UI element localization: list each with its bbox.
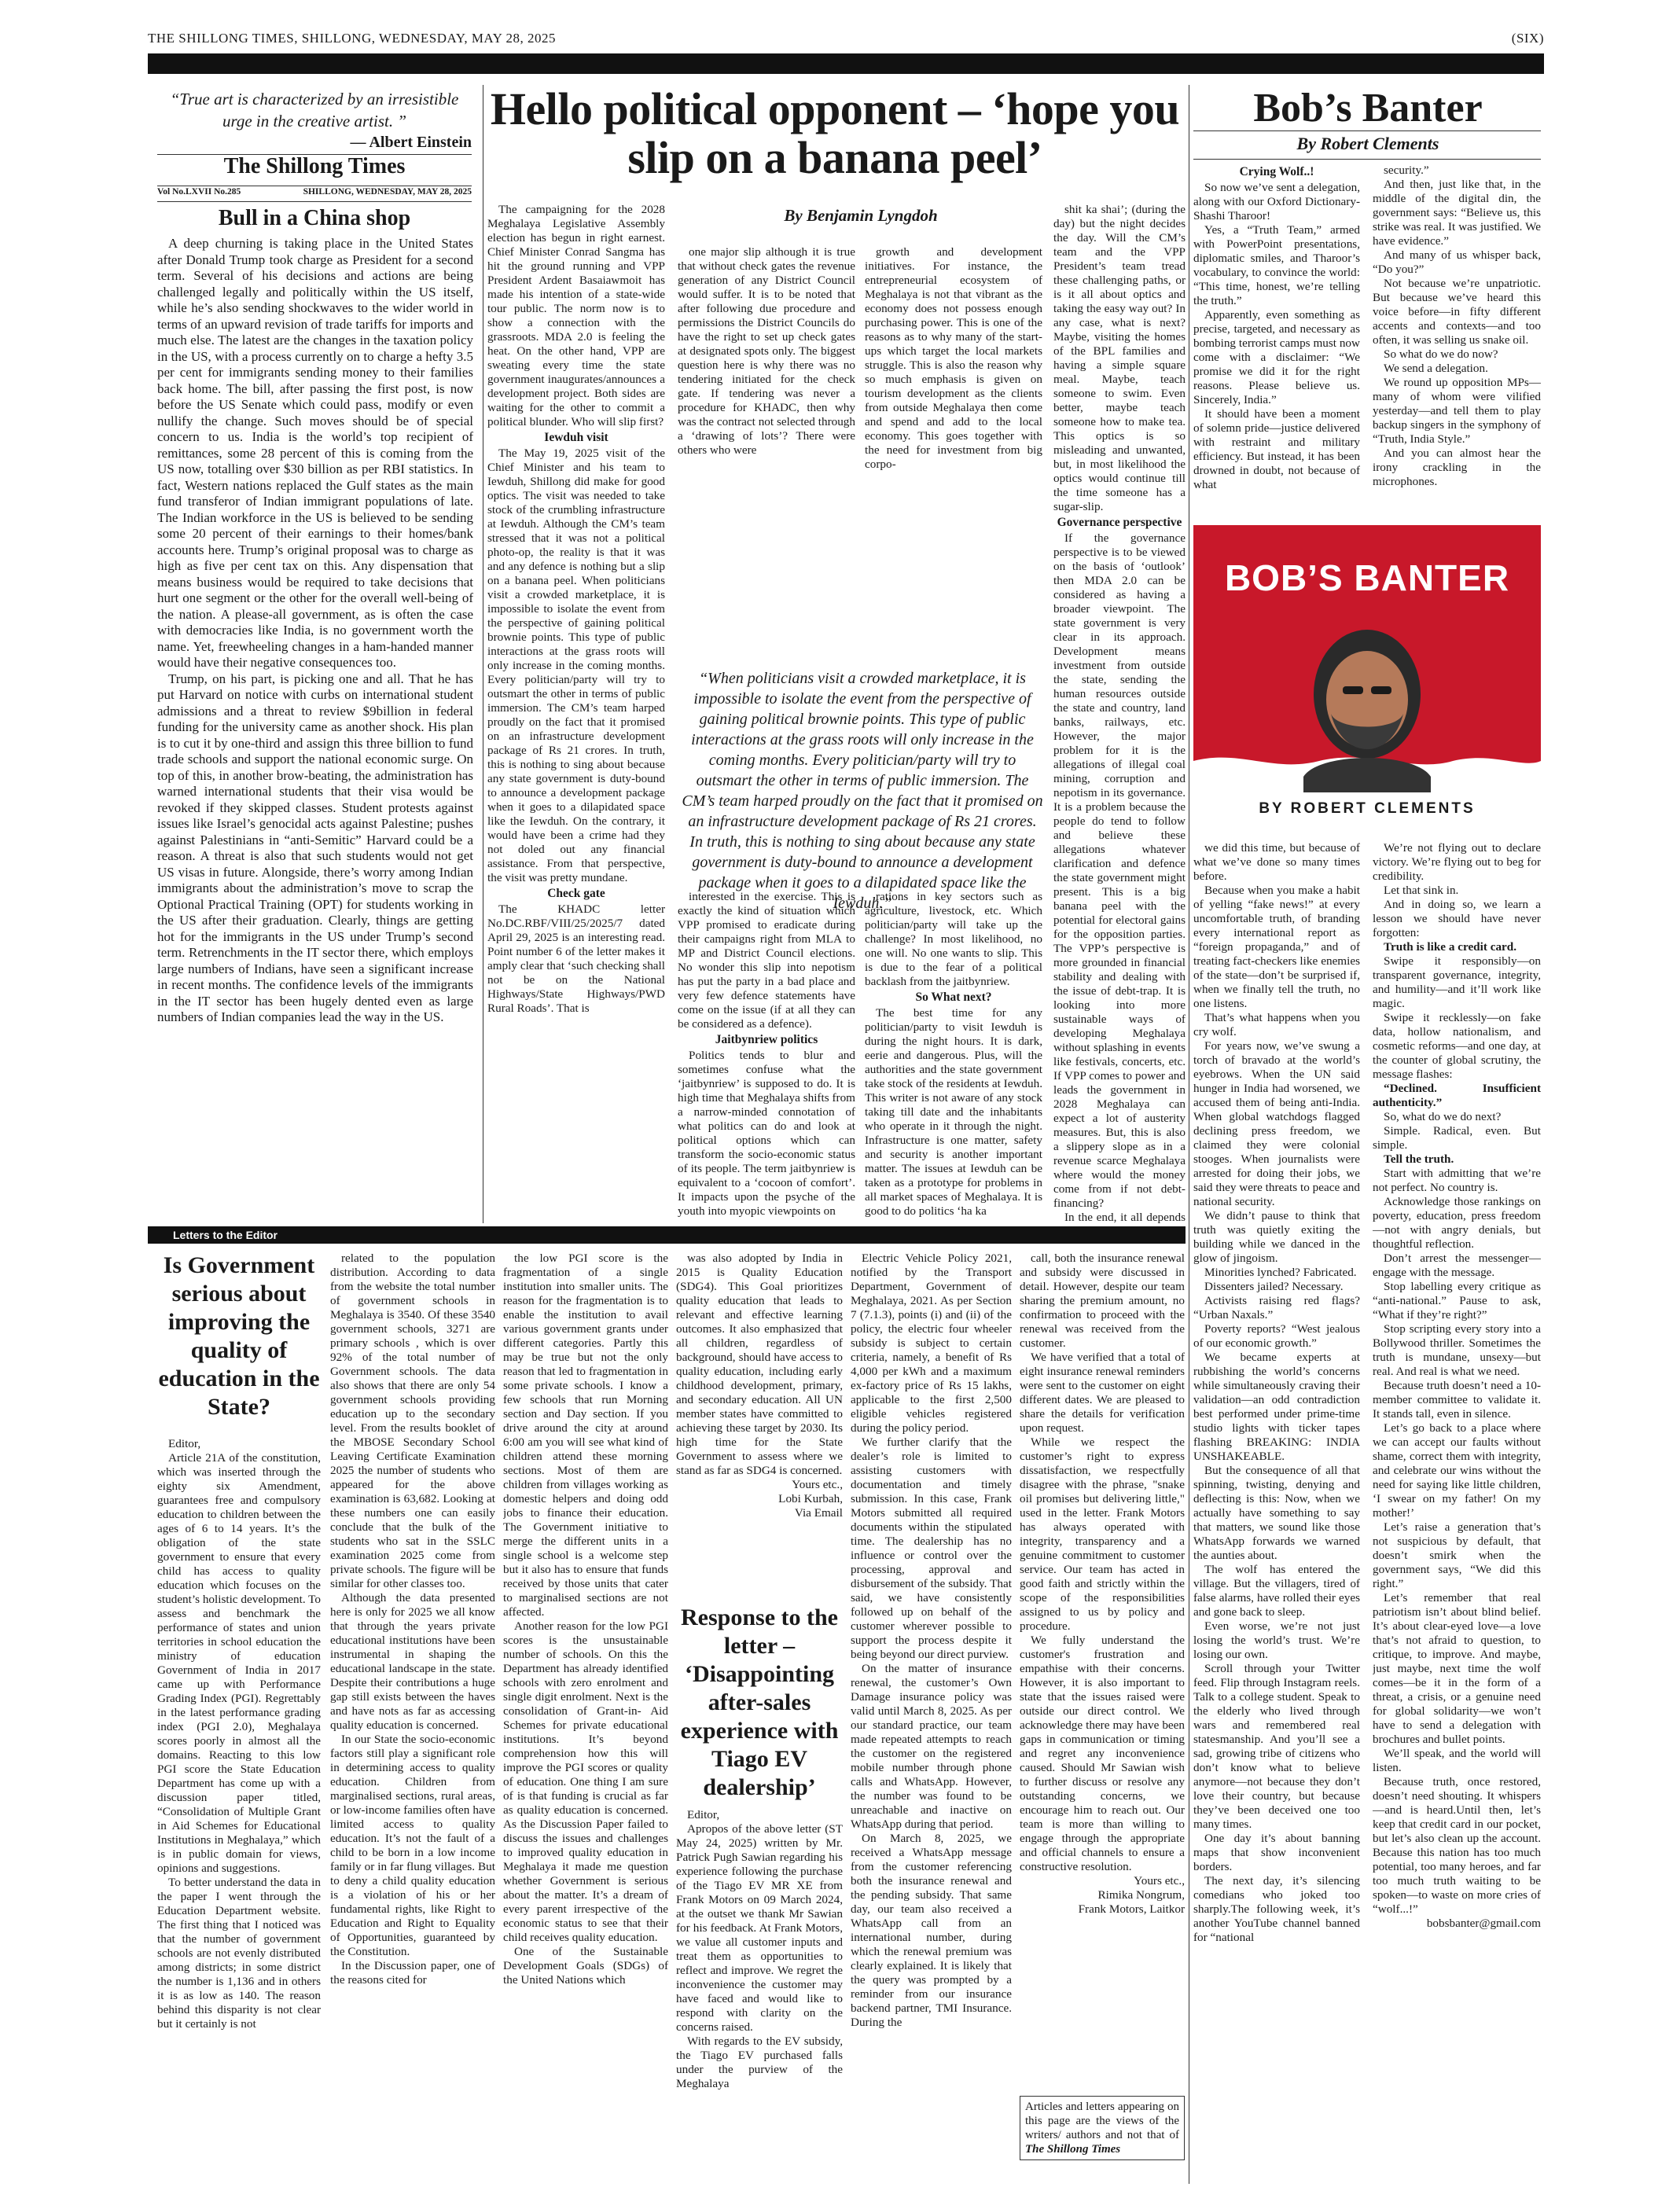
paragraph: rations in key sectors such as agriculture, livestock, etc. Which politician/party will take up the challenge? In most likelihood, no one will. No one wants to slip. This is due to the fear of a political backlash from the jaitbynriew. xyxy=(865,890,1042,988)
paragraph: The May 19, 2025 visit of the Chief Minister and his team to Iewduh, Shillong did make for good optics. The visit was needed to take stock of the crumbling infrastructure at Iewduh. Although the CM’s team stressed that it was not a political photo-op, the reality is that it was and any defence is nothing but a slip on a banana peel. When politicians visit a crowded marketplace, it is impossible to isolate the event from the perspective of gaining political brownie points. This type of public interactions at the grass roots will only increase in the coming months. Every politician/party will try to outsmart the other in terms of public immersion. The CM’s team harped proudly on the fact that it promised on an infrastructure development package of Rs 21 crores. In truth, this is nothing to sing about because any state government is duty-bound to announce a development package when it goes to a dilapidated space like the Iewduh. On the contrary, it would have been a crime had they not doled out any financial assistance. From that perspective, the visit was pretty mundane. xyxy=(487,447,665,884)
masthead-quote: “True art is characterized by an irresistible urge in the creative artist. ” xyxy=(170,90,459,130)
paragraph: One of the Sustainable Development Goals (SDGs) of the United Nations which xyxy=(503,1945,668,1987)
letter-signature-line: Lobi Kurbah, xyxy=(778,1492,843,1505)
paragraph: With regards to the EV subsidy, the Tiago EV purchased falls under the purview of the Meghalaya xyxy=(676,2034,843,2090)
running-head-left: THE SHILLONG TIMES, SHILLONG, WEDNESDAY, MAY 28, 2025 xyxy=(148,31,557,46)
letter-signature-line: Yours etc., xyxy=(792,1478,843,1491)
masthead-title: The Shillong Times xyxy=(223,154,406,178)
paragraph: Stop scripting every story into a Bollywood thriller. Sometimes the truth is mundane, unsexy—but real. And real is what we need. xyxy=(1373,1322,1541,1378)
paragraph: Because truth, once restored, doesn’t need shouting. It whispers—and is heard.Until then, let’s keep that credit card in our pocket, but let’s also clean up the account. Because this nation has too much potential, too many heroes, and far too much truth waiting to be spoken—to waste on more cries of “wolf...!” xyxy=(1373,1775,1541,1916)
disclaimer-box xyxy=(1020,2096,1185,2160)
bold-paragraph: Tell the truth. xyxy=(1384,1152,1454,1166)
paragraph: So, what do we do next? xyxy=(1384,1110,1502,1123)
letter-1-column-1 xyxy=(157,1437,321,2184)
pull-quote: “When politicians visit a crowded marketplace, it is impossible to isolate the event from the perspective of gaining political brownie points. This type of public interactions at the grass roots will only increase in the coming months. Every politician/party will try to outsmart the other in terms of public immersion. The CM’s team harped proudly on the fact that it promised on an infrastructure development package of Rs 21 crores. In truth, this is nothing to sing about because any state government is duty-bound to announce a development package when it goes to a dilapidated space like the Iewduh.” xyxy=(682,670,1043,912)
bobs-banter-byline: By Robert Clements xyxy=(1296,134,1439,153)
disclaimer-paper-name: The Shillong Times xyxy=(1025,2143,1121,2156)
paragraph: And you can almost hear the irony crackling in the microphones. xyxy=(1373,447,1541,488)
paragraph: Apropos of the above letter (ST May 24, 2025) written by Mr. Patrick Pugh Sawian regarding his experience following the purchase of the Tiago EV MR XE from Frank Motors on 09 March 2024, at the outset we thank Mr Sawian for his feedback. At Frank Motors, we value all customer inputs and treat them as opportunities to reflect and improve. We regret the inconvenience the customer may have faced and would like to respond with clarity on the concerns raised. xyxy=(676,1822,843,2034)
paragraph: Not because we’re unpatriotic. But because we’ve heard this voice before—in fifty different accents and contexts—and too often, it was selling us snake oil. xyxy=(1373,277,1541,347)
paragraph: In the end, it all depends xyxy=(1064,1211,1186,1224)
paragraph: one major slip although it is true that without check gates the revenue generation of any District Council would suffer. It is to be noted that after following due procedure and permissions the District Councils do have the right to set up check gates at designated spots only. The biggest question here is why there was no tendering initiated for the check gate. If tendering was never a procedure for KHADC, then why was the contract not selected through a ‘drawing of lots’? There were others who were xyxy=(678,245,855,457)
article-column-1 xyxy=(487,203,665,1225)
paragraph: Because truth doesn’t need a 10-member committee to validate it. It stands tall, even in silence. xyxy=(1373,1379,1541,1421)
bold-paragraph: Truth is like a credit card. xyxy=(1384,940,1517,954)
paragraph: Although the data presented here is only for 2025 we all know that through the years private educational institutions have been instrumental in shaping the educational landscape in the state. Despite their contributions a huge gap still exists between the haves and have nots as far as accessing quality education is concerned. xyxy=(330,1591,495,1732)
subheading: Jaitbynriew politics xyxy=(715,1033,818,1046)
letter-signature-line: Rimika Nongrum, xyxy=(1097,1888,1185,1902)
paragraph: But the consequence of all that spinning, twisting, denying and deflecting is this: Now, when we actually have something to say that matters, we sound like those WhatsApp forwards we warned the aunties about. xyxy=(1193,1464,1360,1562)
paragraph: And many of us whisper back, “Do you?” xyxy=(1373,248,1541,276)
paragraph: One day it’s about banning maps that show inconvenient borders. xyxy=(1193,1832,1360,1873)
banner-title: BOB’S BANTER xyxy=(1224,557,1510,598)
running-head xyxy=(148,27,1544,50)
paragraph: To better understand the data in the paper I went through the Education Department website. The first thing that I noticed was that the number of government schools are not evenly distributed among districts; in some district the number is 1,136 and in others it is as low as 140. The reason behind this disparity is not clear but it certainly is not xyxy=(157,1876,321,2031)
banter-column-2-bottom xyxy=(1373,841,1541,2181)
paragraph: interested in the exercise. This is exactly the kind of situation which VPP promised to eradicate during their campaigns right from MLA to MP and District Council elections. No wonder this slip into nepotism has put the party in a bad place and very few defence statements have come on the issue (if at all they can be considered as a defence). xyxy=(678,890,855,1031)
paragraph: Yes, a “Truth Team,” armed with PowerPoint presentations, diplomatic smiles, and Tharoor’s vocabulary, to convince the world: “This time, honest, we’re telling the truth.” xyxy=(1193,223,1360,307)
subheading: Crying Wolf..! xyxy=(1239,165,1314,178)
masthead-meta xyxy=(157,187,472,197)
letter-2-column-2 xyxy=(851,1252,1012,2184)
paragraph: On March 8, 2025, we received a WhatsApp message from the customer referencing both the insurance renewal and the pending subsidy. That same day, our team also received a WhatsApp call from an international number, during which the renewal premium was clearly explained. It is likely that the query was prompted by a reminder from our insurance backend partner, TMI Insurance. During the xyxy=(851,1832,1012,2029)
paragraph: we did this time, but because of what we’ve done so many times before. xyxy=(1193,841,1360,883)
paragraph: So now we’ve sent a delegation, along with our Oxford Dictionary-Shashi Tharoor! xyxy=(1193,181,1360,222)
paragraph: Apparently, even something as precise, targeted, and necessary as bombing terrorist camps must now come with a disclaimer: “We promise we did it for the right reasons. Please believe us. Sincerely, India.” xyxy=(1193,308,1360,406)
letter-2-headline: Response to the letter – ‘Disappointing after-sales experience with Tiago EV dealership’ xyxy=(680,1604,839,1800)
paragraph: Because when you make a habit of yelling “fake news!” at every uncomfortable truth, of branding every international report as “foreign propaganda,” and of treating fact-checkers like enemies of the state—don’t be surprised if, when we finally tell the truth, no one listens. xyxy=(1193,884,1360,1010)
subheading: Check gate xyxy=(547,887,605,900)
subheading: Governance perspective xyxy=(1057,516,1182,529)
paragraph: Editor, xyxy=(168,1437,201,1450)
paragraph: Editor, xyxy=(687,1808,720,1821)
top-black-bar xyxy=(148,53,1544,74)
paragraph: While we respect the customer’s right to express dissatisfaction, we respectfully disagree with the phrase, "snake oil promises but delivering little," used in the letter. Frank Motors has always operated with integrity, transparency and a genuine commitment to customer service. Our team has acted in good faith and strictly within the scope of the responsibilities assigned to us by policy and procedure. xyxy=(1020,1435,1185,1633)
paragraph: Swipe it recklessly—on fake data, hollow nationalism, and cosmetic reforms—and one day, at the counter of global scrutiny, the message flashes: xyxy=(1373,1011,1541,1081)
banter-column-1-top xyxy=(1193,164,1360,521)
paragraph: Start with admitting that we’re not perfect. No country is. xyxy=(1373,1167,1541,1194)
paragraph: On the matter of insurance renewal, the customer’s Own Damage insurance policy was valid until March 8, 2025. As per our standard practice, our team made repeated attempts to reach the customer on the registered mobile number through phone calls and WhatsApp. However, the number was found to be unreachable and inactive on WhatsApp during that period. xyxy=(851,1662,1012,1831)
paragraph: And then, just like that, in the middle of the digital din, the government says: “Believe us, this strike was real. It was justified. We have evidence.” xyxy=(1373,178,1541,248)
letter-2-column-1 xyxy=(676,1808,843,2184)
banter-column-1-bottom xyxy=(1193,841,1360,2181)
paragraph: Simple. Radical, even. But simple. xyxy=(1373,1124,1541,1152)
subheading: So What next? xyxy=(915,991,992,1004)
masthead-quote-author: — Albert Einstein xyxy=(350,134,472,151)
editorial-title: Bull in a China shop xyxy=(218,206,411,230)
paragraph: We fully understand the customer's frustration and empathise with their concerns. However, it is also important to state that the issues raised were outside our direct control. We acknowledge there may have been gaps in communication or timing and regret any inconvenience caused. Should Mr Sawian wish to further discuss or resolve any outstanding concerns, we encourage him to reach out. Our team is more than willing to engage through the appropriate and official channels to ensure a constructive resolution. xyxy=(1020,1634,1185,1873)
divider xyxy=(157,201,472,202)
paragraph: Don’t arrest the messenger—engage with the message. xyxy=(1373,1252,1541,1279)
paragraph: The wolf has entered the village. But the villagers, tired of false alarms, have rolled their eyes and gone back to sleep. xyxy=(1193,1563,1360,1619)
paragraph: We became experts at rubbishing the world’s concerns while simultaneously craving their validation—an odd contradiction best performed under prime-time studio lights with ticker tapes flashing BREAKING: INDIA UNSHAKEABLE. xyxy=(1193,1351,1360,1463)
paragraph: We send a delegation. xyxy=(1384,362,1488,375)
paragraph: call, both the insurance renewal and subsidy were discussed in detail. However, despite our team sharing the premium amount, no confirmation to proceed with the renewal was received from the customer. xyxy=(1020,1252,1185,1350)
divider xyxy=(1193,159,1541,160)
author-photo-illustration xyxy=(1193,525,1541,836)
paragraph: Poverty reports? “West jealous of our economic growth.” xyxy=(1193,1322,1360,1350)
divider xyxy=(1193,130,1541,131)
paragraph: We’ll speak, and the world will listen. xyxy=(1373,1747,1541,1774)
paragraph: related to the population distribution. According to data from the website the total number of government schools in Meghalaya is 3540. Of these 3540 government schools, 3271 are primary schools , which is over 92% of the total number of Government schools. The data also shows that there are only 54 government schools providing education up to the secondary level. From the results booklet of the MBOSE Secondary School Leaving Certificate Examination 2025 the number of students who appeared for the above examination is 63,682. Looking at these numbers one can easily conclude that the bulk of the students who sat in the SSLC examination 2025 come from private schools. The figure will be similar for other classes too. xyxy=(330,1252,495,1590)
paragraph: The next day, it’s silencing comedians who joked too sharply.The following week, it’s another YouTube channel banned for “national xyxy=(1193,1874,1360,1944)
article-column-3 xyxy=(865,245,1042,654)
paragraph: It should have been a moment of solemn pride—justice delivered with restraint and military efficiency. But instead, it has been drowned in doubt, not because of what xyxy=(1193,407,1360,491)
paragraph: Another reason for the low PGI scores is the unsustainable number of schools. On this the Department has already identified schools with zero enrolment and single digit enrolment. Next is the consolidation of Grant-in- Aid Schemes for private educational institutions. It’s beyond comprehension how this will improve the PGI scores or quality of education. One thing I am sure of is that funding is crucial as far as quality education is concerned. As the Discussion Paper failed to discuss the issues and challenges to improved quality education in Meghalaya it made me question whether Government is serious about the matter. It’s a dream of every parent irrespective of the economic status to see that their child receives quality education. xyxy=(503,1619,668,1944)
letter-1-column-3 xyxy=(503,1252,668,2184)
disclaimer-text: Articles and letters appearing on this page are the views of the writers/ authors and not that of xyxy=(1025,2101,1179,2141)
banter-column-2-top xyxy=(1373,164,1541,521)
paragraph: Article 21A of the constitution, which was inserted through the eighty six Amendment, guarantees free and compulsory education to children between the ages of 6 to 14 years. It’s the obligation of the state government to ensure that every child has access to quality education which focuses on the student’s holistic development. To assess and benchmark the performance of states and union territories in school education the ministry of education Government of India in 2017 came up with Performance Grading Index (PGI). Regrettably in the latest performance grading index (PGI 2.0), Meghalaya scores poorly in almost all the domains. Reacting to this low PGI score the State Education Department has come up with a discussion paper titled, “Consolidation of Multiple Grant in Aid Schemes for Educational Institutions in Meghalaya,” which is in public domain for views, opinions and suggestions. xyxy=(157,1451,321,1875)
article-column-2-lower xyxy=(678,890,855,1224)
paragraph: growth and development initiatives. For instance, the entrepreneurial ecosystem of Meghalaya is not that vibrant as the economy does not possess enough purchasing power. This is one of the reasons as to why many of the start-ups which target the local markets struggle. This is also the reason why so much emphasis is given on tourism development as the clients from outside Meghalaya then come and spend and add to the local economy. This goes together with the need for investment from big corpo- xyxy=(865,245,1042,471)
paragraph: We didn’t pause to think that truth was quietly exiting the building while we danced in the glow of jingoism. xyxy=(1193,1209,1360,1265)
banner-byline: BY ROBERT CLEMENTS xyxy=(1259,800,1476,817)
letter-2-column-3 xyxy=(1020,1252,1185,2093)
letter-signature-line: Via Email xyxy=(794,1506,843,1520)
paragraph: Electric Vehicle Policy 2021, notified by the Transport Department, Government of Meghalaya, 2021. As per Section 7 (7.1.3), points (i) and (ii) of the policy, the electric four wheeler subsidy is subject to certain criteria, namely, a benefit of Rs 4,000 per kWh and a maximum ex-factory price of Rs 15 lakhs, applicable to the first 2,500 eligible vehicles registered during the policy period. xyxy=(851,1252,1012,1435)
dateline: SHILLONG, WEDNESDAY, MAY 28, 2025 xyxy=(303,187,472,197)
email-signoff: bobsbanter@gmail.com xyxy=(1426,1917,1541,1930)
bold-paragraph: “Declined. Insufficient authenticity.” xyxy=(1373,1082,1541,1109)
paragraph: A deep churning is taking place in the United States after Donald Trump took charge as President for a second term. Several of his decisions and actions are being challenged legally and politically within the US itself, while he’s also sending shockwaves to the wider world in terms of an upward revision of trade tariffs for imports and much else. The latest are the changes in the taxation policy in the US, with a process currently on to charge a hefty 3.5 per cent for immigrants sending money to their families back home. The bill, after passing the first post, is now before the US Senate which could pass, modify or even nullify the change. Such moves should be of special concern to us. India is the world’s top recipient of remittances, some 28 percent of this is coming from the US now, totalling over $30 billion as per RBI statistics. In fact, Western nations replaced the Gulf states as the main fund transferor of Indian immigrant populations of late. The Indian workforce in the US is believed to be sending some 20 percent of their earnings to their homes/bank accounts here. Trump’s original proposal was to charge as high as five per cent tax on this. Any dispensation that means business would be required to take decisions that hurt one segment or the other for the overall well-being of the nation. A please-all government, as is often the case with democracies like India, is no government worth the name. Yet, freewheeling changes in a ham-handed manner would have their negative consequences too. xyxy=(157,236,473,670)
paragraph: For years now, we’ve swung a torch of bravado at the world’s eyebrows. When the UN said hunger in India had worsened, we accused them of being anti-India. When global watchdogs flagged declining press freedom, we claimed they were colonial stooges. When journalists were arrested for doing their jobs, we said they were threats to peace and national security. xyxy=(1193,1039,1360,1208)
paragraph: Activists raising red flags? “Urban Naxals.” xyxy=(1193,1294,1360,1321)
letter-signature-line: Yours etc., xyxy=(1134,1874,1185,1887)
paragraph: The best time for any politician/party to visit Iewduh is during the night hours. It is dark, eerie and dangerous. Plus, will the authorities and the state government take stock of the residents at Iewduh. This writer is not aware of any stock taking till date and the inhabitants who operate in it through the night. Infrastructure is one matter, safety and security is another important matter. The issues at Iewduh can be taken as a prototype for problems in all market spaces of Meghalaya. It is good to do politics ‘ha ka xyxy=(865,1006,1042,1218)
paragraph: So what do we do now? xyxy=(1384,347,1498,361)
paragraph: shit ka shai’; (during the day) but the night decides the day. Will the CM’s team and the VPP President’s team tread these challenging paths, or is it all about optics and taking the easy way out? In any case, what is next? Maybe, visiting the homes of the BPL families and having a simple square meal. Maybe, teach someone to swim. Even better, maybe teach someone how to make tea. This optics is so misleading and unwanted, but, in most likelihood the optics would continue till the time someone has a sugar-slip. xyxy=(1053,203,1186,513)
paragraph: Let that sink in. xyxy=(1384,884,1459,897)
letters-section-label: Letters to the Editor xyxy=(148,1226,1186,1244)
paragraph: Scroll through your Twitter feed. Flip through Instagram reels. Talk to a college student. Speak to the elderly who lived through wars and remembered real statesmanship. And you’ll see a sad, growing tribe of citizens who don’t know what to believe anymore—not because they don’t love their country, but because they’ve been deceived one too many times. xyxy=(1193,1662,1360,1831)
subheading: Iewduh visit xyxy=(544,431,608,444)
paragraph: In our State the socio-economic factors still play a significant role in determining access to quality education. Children from marginalised sections, rural areas, or low-income families often have limited access to quality education. It’s not the fault of a child to be born in a low income family or in far flung villages. But to deny a child quality education is a violation of his or her fundamental rights, like Right to Education and Right to Equality of Opportunities, guaranteed by the Constitution. xyxy=(330,1733,495,1958)
paragraph: We round up opposition MPs—many of whom were vilified yesterday—and tell them to play backup singers in the symphony of “Truth, India Style.” xyxy=(1373,376,1541,446)
paragraph: We further clarify that the dealer’s role is limited to assisting customers with documentation and timely submission. In this case, Frank Motors submitted all required documents within the stipulated time. The dealership has no influence or control over the processing, approval and disbursement of the subsidy. That said, we have consistently followed up on behalf of the customer wherever possible to support the process despite it being beyond our direct purview. xyxy=(851,1435,1012,1661)
paragraph: In the Discussion paper, one of the reasons cited for xyxy=(330,1959,495,1987)
paragraph: Let’s remember that real patriotism isn’t about blind belief. It’s about clear-eyed love—a love that’s not afraid to question, to critique, to improve. And maybe, just maybe, next time the wolf comes—be it in the form of a threat, a crisis, or a genuine need for global solidarity—we won’t have to send a delegation with brochures and bullet points. xyxy=(1373,1591,1541,1746)
paragraph: was also adopted by India in 2015 is Quality Education (SDG4). This Goal prioritizes quality education that leads to relevant and effective learning outcomes. It also emphasized that all children, regardless of background, should have access to quality education, including early childhood development, primary, and secondary education. All UN member states have committed to achieving these target by 2030. Its high time for the State Government to assess where we stand as far as SDG4 is concerned. xyxy=(676,1252,843,1477)
volume-number: Vol No.LXVII No.285 xyxy=(157,187,241,197)
paragraph: Acknowledge those rankings on poverty, education, press freedom—not with angry denials, but thoughtful reflection. xyxy=(1373,1195,1541,1251)
page-number: (SIX) xyxy=(1511,31,1544,46)
paragraph: Let’s raise a generation that’s not suspicious by default, that doesn’t smirk when the government says, “We did this right.” xyxy=(1373,1520,1541,1590)
paragraph: Even worse, we’re not just losing the world’s trust. We’re losing our own. xyxy=(1193,1619,1360,1661)
paragraph: We’re not flying out to declare victory. We’re flying out to beg for credibility. xyxy=(1373,841,1541,883)
paragraph: Let’s go back to a place where we can accept our faults without shame, correct them with integrity, and celebrate our wins without the need for saying like little children, ‘I swear on my father! On my mother!’ xyxy=(1373,1421,1541,1520)
letter-signature-line: Frank Motors, Laitkor xyxy=(1078,1902,1185,1916)
letter-1-column-4 xyxy=(676,1252,843,1582)
article-column-3-lower xyxy=(865,890,1042,1224)
paragraph: If the governance perspective is to be viewed on the basis of ‘outlook’ then MDA 2.0 can be considered as having a broader viewpoint. The state government is very clear in its approach. Development means investment from outside the state, sending the human resources outside the state and country, land banks, railways, etc. However, the major problem for it is the allegations of illegal coal mining, corruption and nepotism in its governance. It is a problem because the people do tend to follow and believe these allegations whatever clarification and defence the state government might present. This is a big banana peel with the potential for electoral gains for the opposition parties. The VPP’s perspective is more grounded in financial stability and dealing with the issue of debt-trap. It is looking into more sustainable ways of developing Meghalaya without splashing in events like festivals, concerts, etc. If VPP comes to power and leads the government in 2028 Meghalaya can expect a lot of austerity measures. But, this is also a slippery slope as in a revenue scarce Meghalaya where would the money come from if not debt-financing? xyxy=(1053,531,1186,1210)
paragraph: Swipe it responsibly—on transparent governance, integrity, and humility—and it’ll work like magic. xyxy=(1373,954,1541,1010)
main-byline: By Benjamin Lyngdoh xyxy=(784,206,938,225)
paragraph: Minorities lynched? Fabricated. xyxy=(1204,1266,1357,1279)
paragraph: Dissenters jailed? Necessary. xyxy=(1204,1280,1344,1293)
letter-1-column-2 xyxy=(330,1252,495,2184)
paragraph: Politics tends to blur and sometimes confuse what the ‘jaitbynriew’ is supposed to do. It is high time that Meghalaya shifts from a narrow-minded connotation of what politics can do and look at political options which can transform the socio-economic status of its people. The term jaitbynriew is equivalent to a ‘cocoon of comfort’. It impacts upon the psyche of the youth into myopic viewpoints on xyxy=(678,1049,855,1218)
paragraph: the low PGI score is the fragmentation of a single institution into smaller units. The reason for the fragmentation is to enable the institution to avail various government grants under different categories. Partly this may be true but not the only reason that led to fragmentation in some private schools. I know a few schools that run Morning section and Day section. If you drive around the city at around 6:00 am you will see what kind of children attend these morning sections. Most of them are children from villages working as domestic helpers and doing odd jobs to finance their education. The Government initiative to merge the different units in a single school is a welcome step but it also has to ensure that funds received by those units that cater to marginalised sections are not affected. xyxy=(503,1252,668,1619)
bobs-banter-banner xyxy=(1193,525,1541,836)
article-column-2 xyxy=(678,245,855,654)
paragraph: We have verified that a total of eight insurance renewal reminders were sent to the customer on eight different dates. We are pleased to share the details for verification upon request. xyxy=(1020,1351,1185,1435)
paragraph: That’s what happens when you cry wolf. xyxy=(1193,1011,1360,1038)
paragraph: The KHADC letter No.DC.RBF/VIII/25/2025/7 dated April 29, 2025 is an interesting read. Point number 6 of the letter makes it amply clear that ‘such checking shall not be on the National Highways/State Highways/PWD Rural Roads’. That is xyxy=(487,902,665,1015)
paragraph: The campaigning for the 2028 Meghalaya Legislative Assembly election has begun in right earnest. Chief Minister Conrad Sangma has hit the ground running and VPP President Ardent Basaiawmoit has made his intention of a state-wide tour public. The norm now is to show a connection with the grassroots. MDA 2.0 is feeling the heat. On the other hand, VPP are sweating every time the state government inaugurates/announces a development project. Both sides are waiting for the other to commit a political blunder. Who will slip first? xyxy=(487,203,665,428)
main-headline: Hello political opponent – ‘hope you slip on a banana peel’ xyxy=(490,83,1180,183)
paragraph: Trump, on his part, is picking one and all. That he has put Harvard on notice with curbs on international student admissions and a threat to review $9billion in federal funding for the university came as another shock. His plan is to cut it by one-third and assign this three billion to fund trade schools and support the national economic surge. On top of this, in another brow-beating, the administration has warned international students that their visa would be revoked if they skipped classes. Student protests against issues like Israel’s genocidal acts against Palestine; pushes against Palestinians in “anti-Semitic” Harvard could be a reason. A threat is also that such students would not get US visas in future. Alongside, there’s worry among Indian immigrants about the administration’s move to scrap the Optional Practical Training (OPT) for students working in the US after their graduation. Clearly, things are getting hot for the immigrants in the US under Trump’s second term. Retrenchments in the IT sector there, which employs large numbers of Indians, have seen a significant increase in recent months. The confidence levels of the immigrants in the IT sector has been hugely dented even as large numbers of Indian companies lead the way in the US. xyxy=(157,671,473,1024)
paragraph: Stop labelling every critique as “anti-national.” Pause to ask, “What if they’re right?” xyxy=(1373,1280,1541,1321)
article-column-4 xyxy=(1053,203,1186,1225)
letter-1-headline: Is Government serious about improving the quality of education in the State? xyxy=(158,1252,320,1420)
bobs-banter-title: Bob’s Banter xyxy=(1253,86,1483,130)
paragraph: security.” xyxy=(1384,164,1429,177)
paragraph: And in doing so, we learn a lesson we should have never forgotten: xyxy=(1373,898,1541,939)
editorial-body xyxy=(157,236,473,1218)
